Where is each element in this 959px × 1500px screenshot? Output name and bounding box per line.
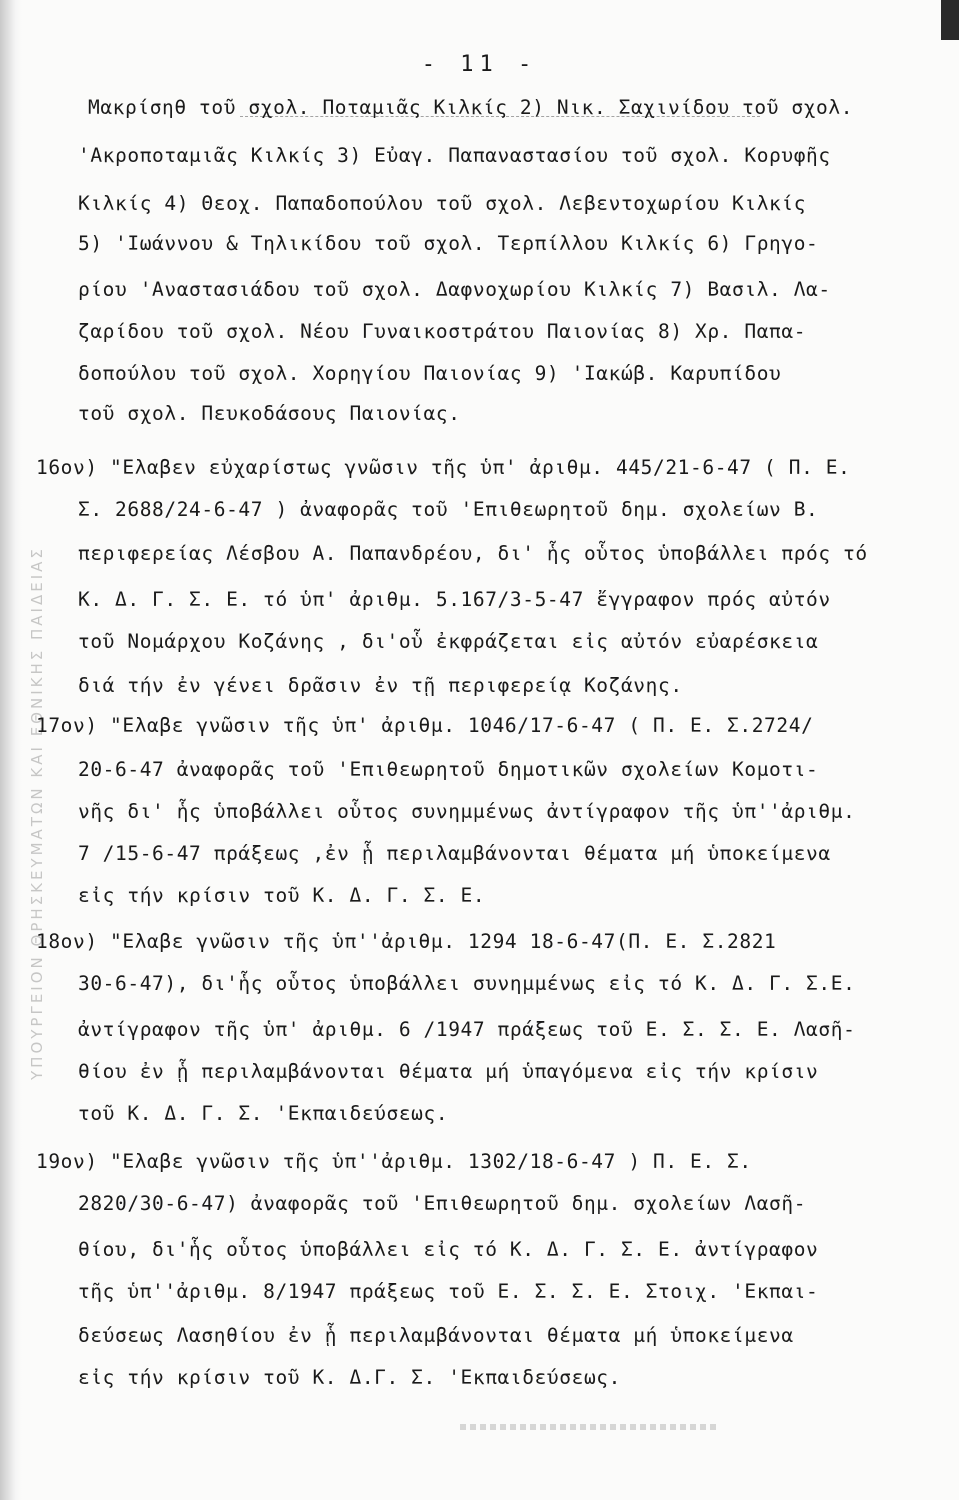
faint-footer-mark bbox=[460, 1424, 720, 1430]
text-line: 30-6-47), δι'ἧς οὗτος ὑποβάλλει συνημμένως εἰς τό Κ. Δ. Γ. Σ.Ε. bbox=[78, 972, 856, 995]
text-line: 16ον) "Ελαβεν εὐχαρίστως γνῶσιν τῆς ὑπ' ἀριθμ. 445/21-6-47 ( Π. Ε. bbox=[36, 456, 851, 479]
text-line: Μακρίσηθ τοῦ σχολ. Ποταμιᾶς Κιλκίς 2) Νικ. Σαχινίδου τοῦ σχολ. bbox=[88, 96, 854, 119]
text-line: ρίου 'Αναστασιάδου τοῦ σχολ. Δαφνοχωρίου Κιλκίς 7) Βασιλ. Λα- bbox=[78, 278, 831, 301]
page-number: - 11 - bbox=[421, 52, 538, 77]
scan-corner-mark bbox=[941, 0, 959, 40]
text-line: διά τήν ἐν γένει δρᾶσιν ἐν τῇ περιφερείᾳ Κοζάνης. bbox=[78, 674, 683, 697]
text-line: 17ον) "Ελαβε γνῶσιν τῆς ὑπ' ἀριθμ. 1046/17-6-47 ( Π. Ε. Σ.2724/ bbox=[36, 714, 814, 737]
text-line: νῆς δι' ἧς ὑποβάλλει οὗτος συνημμένως ἀντίγραφον τῆς ὑπ''ἀριθμ. bbox=[78, 800, 856, 823]
text-line: εἰς τήν κρίσιν τοῦ Κ. Δ.Γ. Σ. 'Εκπαιδεύσεως. bbox=[78, 1366, 621, 1389]
text-line: τοῦ σχολ. Πευκοδάσους Παιονίας. bbox=[78, 402, 461, 425]
text-line: Κιλκίς 4) Θεοχ. Παπαδοπούλου τοῦ σχολ. Λεβεντοχωρίου Κιλκίς bbox=[78, 192, 807, 215]
text-line: 18ον) "Ελαβε γνῶσιν τῆς ὑπ''ἀριθμ. 1294 18-6-47(Π. Ε. Σ.2821 bbox=[36, 930, 777, 953]
text-line: τοῦ Κ. Δ. Γ. Σ. 'Εκπαιδεύσεως. bbox=[78, 1102, 449, 1125]
text-line: 20-6-47 ἀναφορᾶς τοῦ 'Επιθεωρητοῦ δημοτικῶν σχολείων Κομοτι- bbox=[78, 758, 819, 781]
text-line: ἀντίγραφον τῆς ὑπ' ἀριθμ. 6 /1947 πράξεως τοῦ Ε. Σ. Σ. Ε. Λασῆ- bbox=[78, 1018, 856, 1041]
archive-stamp-watermark: ΥΠΟΥΡΓΕΙΟΝ ΘΡΗΣΚΕΥΜΑΤΩΝ ΚΑΙ ΕΘΝΙΚΗΣ ΠΑΙΔΕΙΑΣ bbox=[28, 546, 46, 1080]
text-line: τοῦ Νομάρχου Κοζάνης , δι'οὗ ἐκφράζεται εἰς αὐτόν εὐαρέσκεια bbox=[78, 630, 819, 653]
text-line: δοπούλου τοῦ σχολ. Χορηγίου Παιονίας 9) 'Ιακώβ. Καρυπίδου bbox=[78, 362, 782, 385]
text-line: τῆς ὑπ''ἀριθμ. 8/1947 πράξεως τοῦ Ε. Σ. Σ. Ε. Στοιχ. 'Εκπαι- bbox=[78, 1280, 819, 1303]
text-line: Σ. 2688/24-6-47 ) ἀναφορᾶς τοῦ 'Επιθεωρητοῦ δημ. σχολείων Β. bbox=[78, 498, 819, 521]
text-line: Κ. Δ. Γ. Σ. Ε. τό ὑπ' ἀριθμ. 5.167/3-5-47 ἔγγραφον πρός αὐτόν bbox=[78, 588, 831, 611]
text-line: ζαρίδου τοῦ σχολ. Νέου Γυναικοστράτου Παιονίας 8) Χρ. Παπα- bbox=[78, 320, 807, 343]
text-line: εἰς τήν κρίσιν τοῦ Κ. Δ. Γ. Σ. Ε. bbox=[78, 884, 486, 907]
text-line: δεύσεως Λασηθίου ἐν ᾗ περιλαμβάνονται θέματα μή ὑποκείμενα bbox=[78, 1324, 794, 1347]
text-line: 2820/30-6-47) ἀναφορᾶς τοῦ 'Επιθεωρητοῦ δημ. σχολείων Λασῆ- bbox=[78, 1192, 807, 1215]
scan-edge-shadow bbox=[0, 0, 22, 1500]
text-line: περιφερείας Λέσβου Α. Παπανδρέου, δι' ἧς οὗτος ὑποβάλλει πρός τό bbox=[78, 542, 868, 565]
text-line: 5) 'Ιωάννου & Τηλικίδου τοῦ σχολ. Τερπίλλου Κιλκίς 6) Γρηγο- bbox=[78, 232, 819, 255]
text-line: θίου, δι'ἧς οὗτος ὑποβάλλει εἰς τό Κ. Δ. Γ. Σ. Ε. ἀντίγραφον bbox=[78, 1238, 819, 1261]
text-line: 'Ακροποταμιᾶς Κιλκίς 3) Εὐαγ. Παπαναστασίου τοῦ σχολ. Κορυφῆς bbox=[78, 144, 831, 167]
text-line: 7 /15-6-47 πράξεως ,ἐν ᾗ περιλαμβάνονται θέματα μή ὑποκείμενα bbox=[78, 842, 831, 865]
text-line: 19ον) "Ελαβε γνῶσιν τῆς ὑπ''ἀριθμ. 1302/18-6-47 ) Π. Ε. Σ. bbox=[36, 1150, 752, 1173]
text-line: θίου ἐν ᾗ περιλαμβάνονται θέματα μή ὑπαγόμενα εἰς τήν κρίσιν bbox=[78, 1060, 819, 1083]
